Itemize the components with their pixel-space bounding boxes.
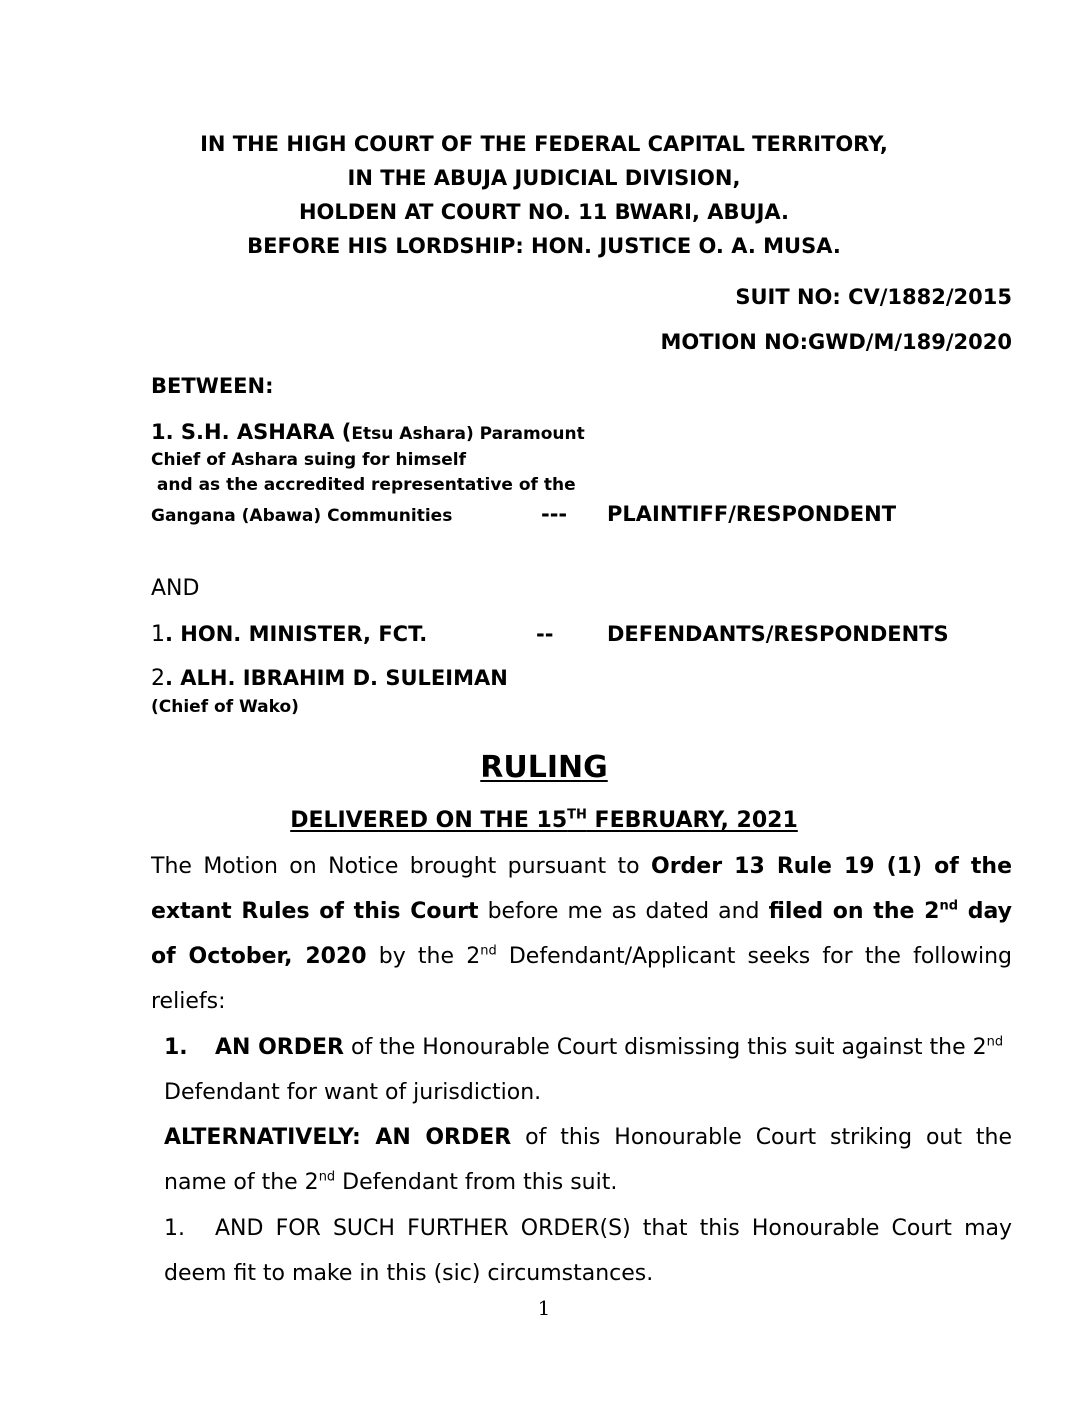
defendant-dash: -- xyxy=(536,622,554,646)
defendant-2-number: 2 xyxy=(151,666,165,691)
paragraph-1-line-1: The Motion on Notice brought pursuant to Order 13 Rule 19 (1) of the xyxy=(151,854,1012,879)
court-header-line-1: IN THE HIGH COURT OF THE FEDERAL CAPITAL TERRITORY, xyxy=(200,132,888,156)
plaintiff-name: 1. S.H. ASHARA ( xyxy=(151,420,352,444)
plaintiff-dash: --- xyxy=(541,502,568,526)
delivered-date: DELIVERED ON THE 15TH FEBRUARY, 2021 xyxy=(290,807,798,833)
alternative-relief-line-1: ALTERNATIVELY: AN ORDER of this Honourable Court striking out the xyxy=(164,1125,1012,1150)
plaintiff-title: Etsu Ashara) Paramount xyxy=(351,424,585,444)
relief-1-number: 1. xyxy=(164,1035,188,1060)
relief-1-line-2: Defendant for want of jurisdiction. xyxy=(164,1080,542,1105)
motion-number: MOTION NO:GWD/M/189/2020 xyxy=(660,330,1012,354)
court-header-line-3: HOLDEN AT COURT NO. 11 BWARI, ABUJA. xyxy=(298,200,790,224)
plaintiff-line-4: Gangana (Abawa) Communities xyxy=(151,506,453,526)
relief-1-line-1: AN ORDER of the Honourable Court dismissing this suit against the 2nd xyxy=(215,1034,1004,1060)
paragraph-1-line-2: extant Rules of this Court before me as dated and filed on the 2nd day xyxy=(151,898,1012,924)
paragraph-1-line-3: of October, 2020 by the 2nd Defendant/Applicant seeks for the following xyxy=(151,943,1012,969)
court-header-line-4: BEFORE HIS LORDSHIP: HON. JUSTICE O. A. MUSA. xyxy=(247,234,841,258)
between-label: BETWEEN: xyxy=(151,374,274,398)
defendant-2 xyxy=(151,666,508,691)
defendant-1 xyxy=(151,622,427,647)
ruling-title: RULING xyxy=(480,750,608,785)
suit-number: SUIT NO: CV/1882/2015 xyxy=(735,285,1012,309)
defendant-role: DEFENDANTS/RESPONDENTS xyxy=(607,622,949,646)
defendant-2-name: . ALH. IBRAHIM D. SULEIMAN xyxy=(165,666,508,690)
court-header-line-2: IN THE ABUJA JUDICIAL DIVISION, xyxy=(347,166,741,190)
and-label: AND xyxy=(151,576,200,601)
plaintiff-line-2: Chief of Ashara suing for himself xyxy=(151,450,466,470)
plaintiff-role: PLAINTIFF/RESPONDENT xyxy=(607,502,897,526)
defendant-1-number: 1 xyxy=(151,622,165,647)
plaintiff-line-1 xyxy=(151,420,585,444)
alternative-relief-line-2: name of the 2nd Defendant from this suit. xyxy=(164,1169,618,1195)
relief-2-number: 1. xyxy=(164,1216,185,1241)
paragraph-1-line-4: reliefs: xyxy=(151,989,226,1014)
plaintiff-line-3: and as the accredited representative of the xyxy=(151,475,576,495)
defendant-1-name: . HON. MINISTER, FCT. xyxy=(165,622,428,646)
relief-2-line-2: deem fit to make in this (sic) circumstances. xyxy=(164,1261,654,1286)
page-number: 1 xyxy=(537,1296,551,1320)
defendant-2-title: (Chief of Wako) xyxy=(151,697,299,717)
relief-2-line-1: AND FOR SUCH FURTHER ORDER(S) that this Honourable Court may xyxy=(215,1216,1012,1241)
